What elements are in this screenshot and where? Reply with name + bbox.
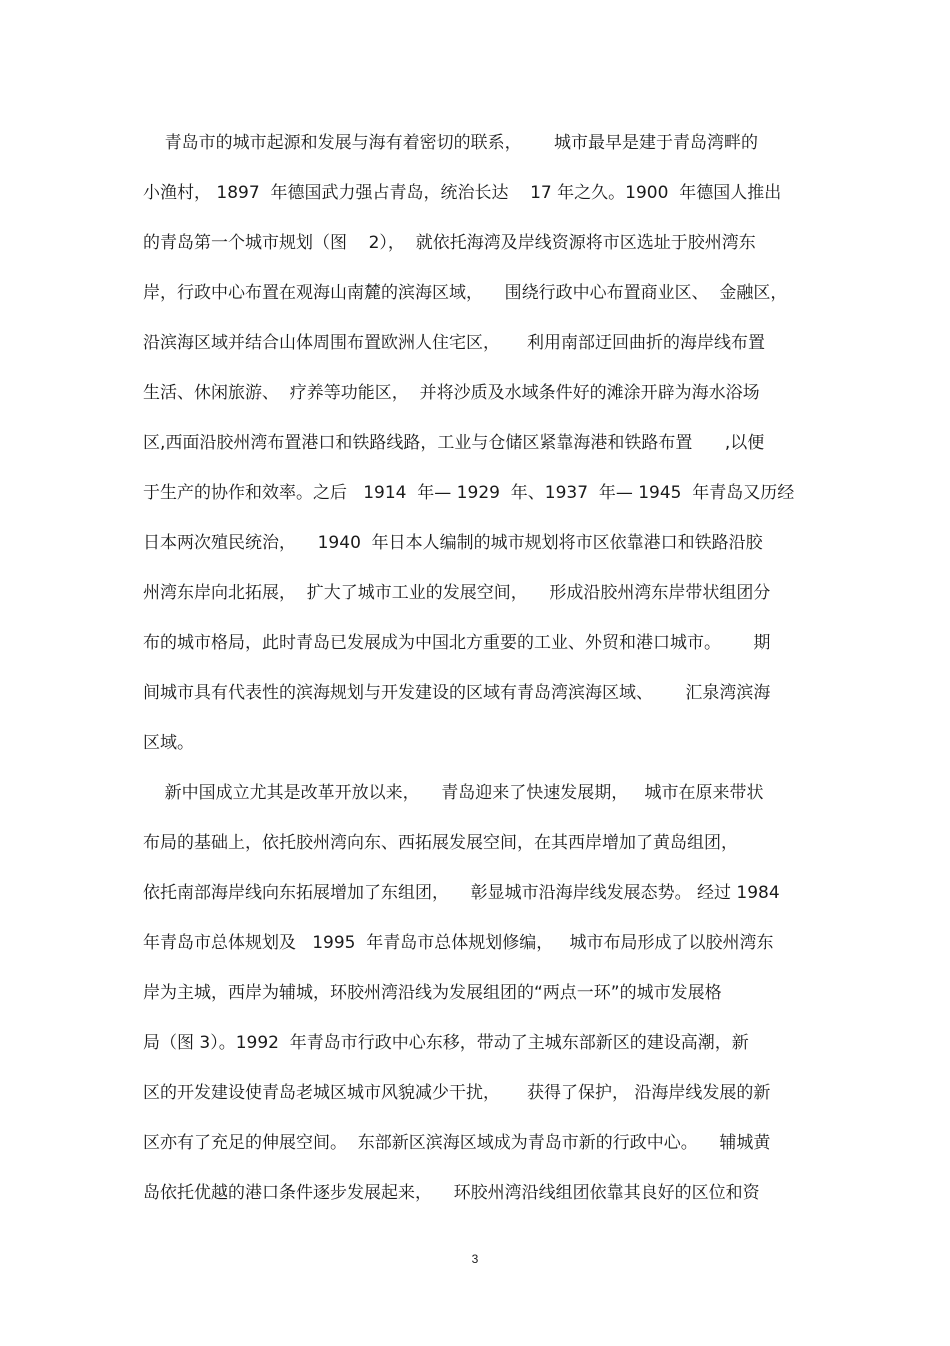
text-line: 岸，行政中心布置在观海山南麓的滨海区域， 围绕行政中心布置商业区、 金融区，	[143, 283, 788, 303]
page-number: 3	[471, 1252, 479, 1266]
text-line: 布局的基础上，依托胶州湾向东、西拓展发展空间，在其西岸增加了黄岛组团，	[143, 833, 738, 853]
text-line: 小渔村， 1897 年德国武力强占青岛，统治长达 17 年之久。1900 年德国人推出	[143, 183, 782, 203]
text-line: 年青岛市总体规划及 1995 年青岛市总体规划修编， 城市布局形成了以胶州湾东	[143, 933, 774, 953]
text-line: 依托南部海岸线向东拓展增加了东组团， 彰显城市沿海岸线发展态势。 经过 1984	[143, 883, 780, 903]
text-line: 局（图 3）。1992 年青岛市行政中心东移，带动了主城东部新区的建设高潮，新	[143, 1033, 749, 1053]
body-text	[143, 126, 813, 1226]
text-line: 青岛市的城市起源和发展与海有着密切的联系， 城市最早是建于青岛湾畔的	[143, 133, 759, 153]
text-line: 日本两次殖民统治， 1940 年日本人编制的城市规划将市区依靠港口和铁路沿胶	[143, 533, 763, 553]
text-line: 间城市具有代表性的滨海规划与开发建设的区域有青岛湾滨海区域、 汇泉湾滨海	[143, 683, 771, 703]
text-line: 生活、休闲旅游、 疗养等功能区， 并将沙质及水域条件好的滩涂开辟为海水浴场	[143, 383, 760, 403]
text-line: 州湾东岸向北拓展， 扩大了城市工业的发展空间， 形成沿胶州湾东岸带状组团分	[143, 583, 771, 603]
text-line: 区的开发建设使青岛老城区城市风貌减少干扰， 获得了保护， 沿海岸线发展的新	[143, 1083, 771, 1103]
text-line: 区亦有了充足的伸展空间。 东部新区滨海区域成为青岛市新的行政中心。 辅城黄	[143, 1133, 771, 1153]
text-line: 的青岛第一个城市规划（图 2）， 就依托海湾及岸线资源将市区选址于胶州湾东	[143, 233, 756, 253]
text-line: 新中国成立尤其是改革开放以来， 青岛迎来了快速发展期， 城市在原来带状	[143, 783, 764, 803]
text-line: 区,西面沿胶州湾布置港口和铁路线路，工业与仓储区紧靠海港和铁路布置 ,以便	[143, 433, 765, 453]
text-line: 区域。	[143, 733, 194, 753]
text-line: 于生产的协作和效率。之后 1914 年— 1929 年、1937 年— 1945 年青岛又历经	[143, 483, 795, 503]
text-line: 布的城市格局，此时青岛已发展成为中国北方重要的工业、外贸和港口城市。 期	[143, 633, 771, 653]
text-line: 沿滨海区域并结合山体周围布置欧洲人住宅区， 利用南部迂回曲折的海岸线布置	[143, 333, 766, 353]
text-line: 岛依托优越的港口条件逐步发展起来， 环胶州湾沿线组团依靠其良好的区位和资	[143, 1183, 760, 1203]
text-line: 岸为主城，西岸为辅城，环胶州湾沿线为发展组团的“两点一环”的城市发展格	[143, 983, 722, 1003]
